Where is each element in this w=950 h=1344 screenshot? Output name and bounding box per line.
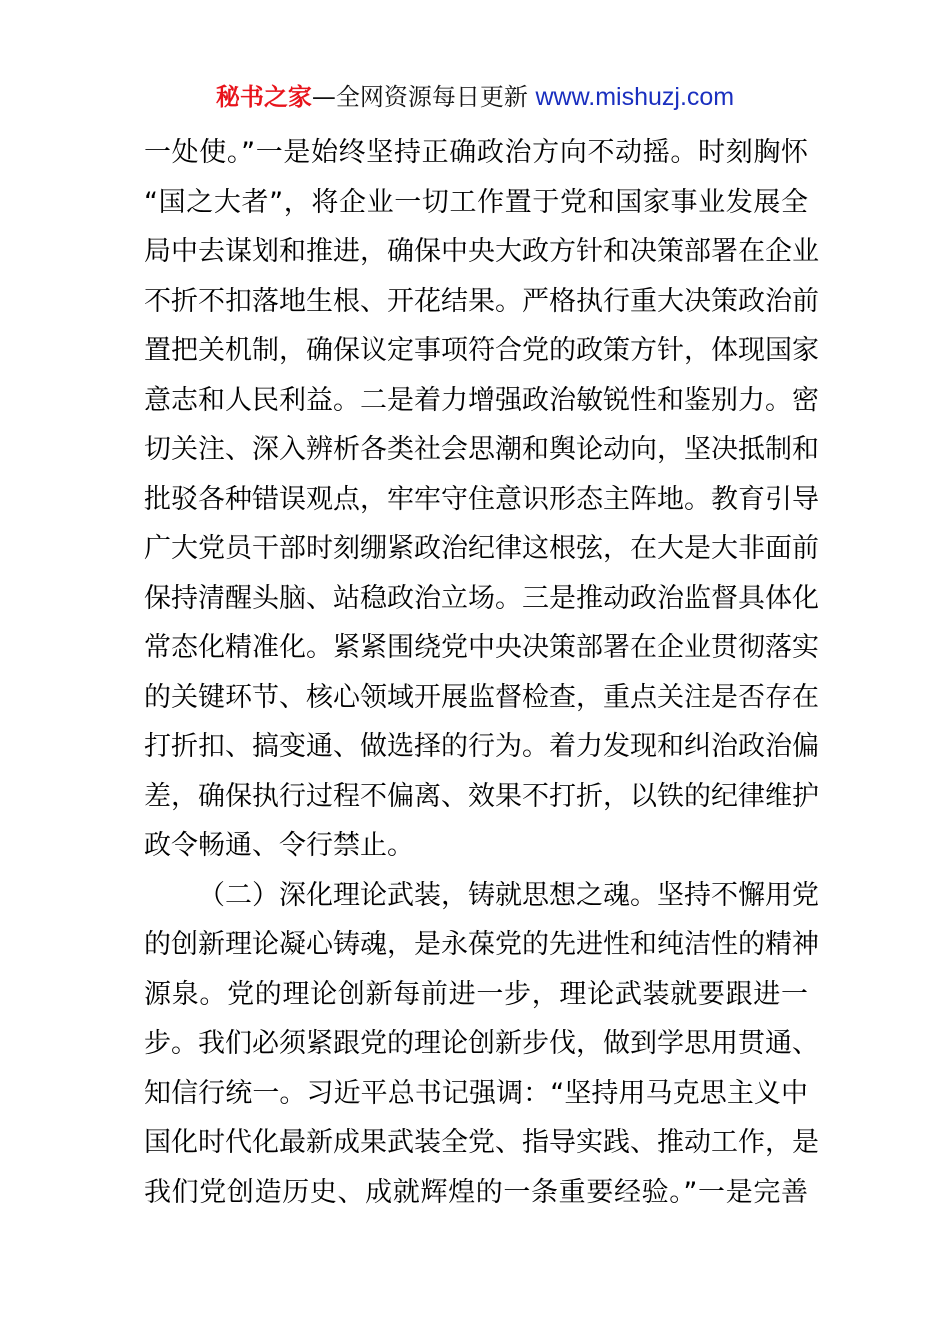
text-line: 局中去谋划和推进，确保中央大政方针和决策部署在企业 xyxy=(144,236,819,267)
site-header xyxy=(0,80,950,114)
text-line: 的创新理论凝心铸魂，是永葆党的先进性和纯洁性的精神 xyxy=(144,929,819,960)
text-line: 一处使。”一是始终坚持正确政治方向不动摇。时刻胸怀 xyxy=(144,137,808,168)
text-line: 意志和人民利益。二是着力增强政治敏锐性和鉴别力。密 xyxy=(144,384,819,416)
text-line: 广大党员干部时刻绷紧政治纪律这根弦，在大是大非面前 xyxy=(144,533,819,564)
text-line: 知信行统一。习近平总书记强调：“坚持用马克思主义中 xyxy=(144,1077,808,1109)
site-tagline: —全网资源每日更新 xyxy=(311,83,536,111)
section-heading-line: （二）深化理论武装，铸就思想之魂。坚持不懈用党 xyxy=(198,879,819,911)
text-line: 常态化精准化。紧紧围绕党中央决策部署在企业贯彻落实 xyxy=(144,632,819,663)
text-line: 置把关机制，确保议定事项符合党的政策方针，体现国家 xyxy=(144,335,819,366)
site-url-link[interactable]: www.mishuzj.com xyxy=(535,83,735,111)
text-line: 不折不扣落地生根、开花结果。严格执行重大决策政治前 xyxy=(144,285,819,317)
document-body xyxy=(144,128,819,1217)
text-line: 的关键环节、核心领域开展监督检查，重点关注是否存在 xyxy=(144,681,819,713)
text-line: 保持清醒头脑、站稳政治立场。三是推动政治监督具体化 xyxy=(144,582,819,614)
text-line: “国之大者”，将企业一切工作置于党和国家事业发展全 xyxy=(144,186,808,218)
text-line: 源泉。党的理论创新每前进一步，理论武装就要跟进一 xyxy=(144,978,808,1010)
site-brand: 秘书之家 xyxy=(215,83,312,111)
text-line: 我们党创造历史、成就辉煌的一条重要经验。”一是完善 xyxy=(144,1176,808,1208)
text-line: 打折扣、搞变通、做选择的行为。着力发现和纠治政治偏 xyxy=(144,731,819,762)
text-line: 批驳各种错误观点，牢牢守住意识形态主阵地。教育引导 xyxy=(144,483,819,515)
text-line: 政令畅通、令行禁止。 xyxy=(144,830,414,861)
text-line: 步。我们必须紧跟党的理论创新步伐，做到学思用贯通、 xyxy=(144,1028,819,1059)
text-line: 差，确保执行过程不偏离、效果不打折，以铁的纪律维护 xyxy=(144,780,819,812)
text-line: 国化时代化最新成果武装全党、指导实践、推动工作，是 xyxy=(144,1127,819,1158)
text-line: 切关注、深入辨析各类社会思潮和舆论动向，坚决抵制和 xyxy=(144,434,819,465)
